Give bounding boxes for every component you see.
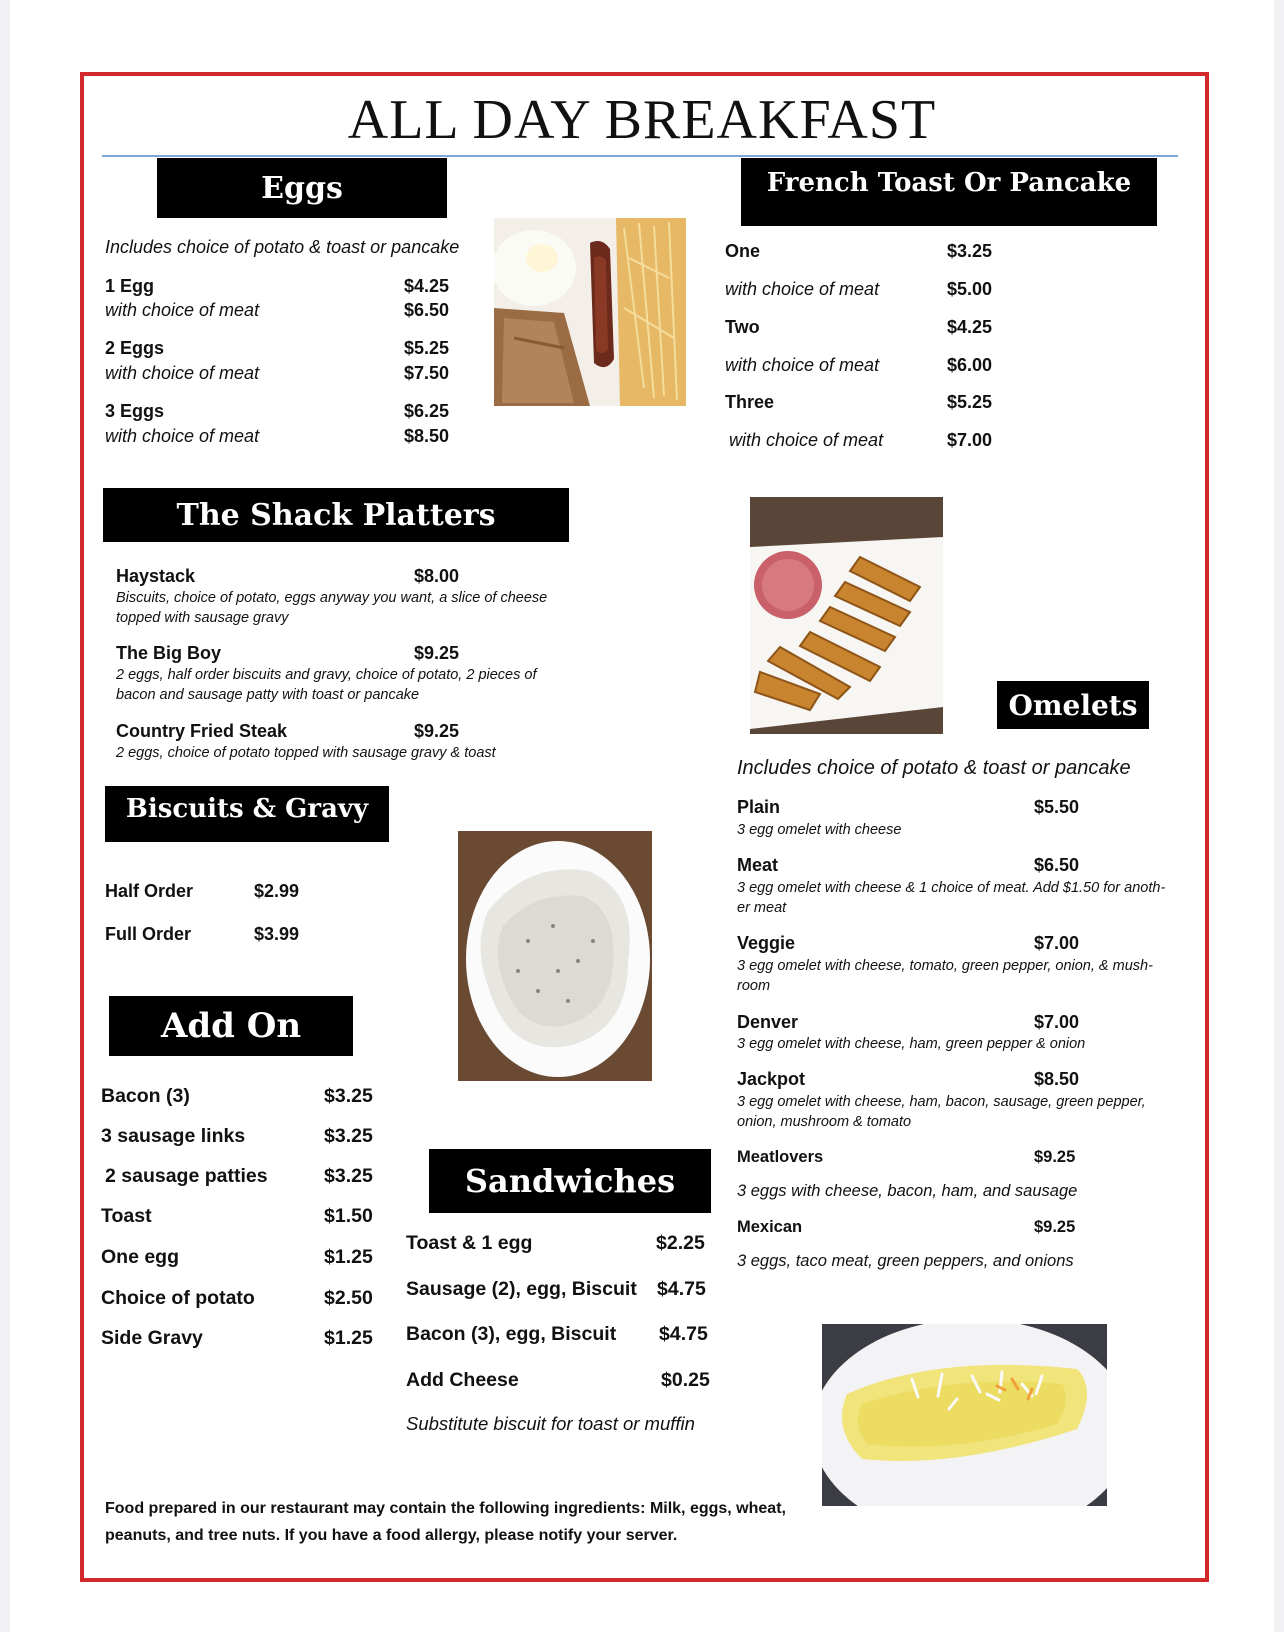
sandwiches-header: Sandwiches xyxy=(429,1149,711,1213)
eggs-note: Includes choice of potato & toast or pancake xyxy=(105,237,460,257)
platters-header: The Shack Platters xyxy=(103,488,569,542)
title-divider xyxy=(102,155,1178,157)
sandwiches-note: Substitute biscuit for toast or muffin xyxy=(406,1413,695,1434)
biscuits-gravy-photo xyxy=(458,831,652,1081)
omelets-note: Includes choice of potato & toast or pancake xyxy=(737,757,1131,779)
addon-header: Add On xyxy=(109,996,353,1056)
eggs-breakfast-photo xyxy=(494,218,686,406)
biscuits-header: Biscuits & Gravy xyxy=(105,786,389,842)
french-toast-header: French Toast Or Pancake xyxy=(741,158,1157,226)
omelet-photo xyxy=(822,1324,1107,1506)
eggs-header: Eggs xyxy=(157,158,447,218)
omelets-header: Omelets xyxy=(997,681,1149,729)
french-toast-photo xyxy=(750,497,943,734)
menu-title: ALL DAY BREAKFAST xyxy=(347,89,937,151)
